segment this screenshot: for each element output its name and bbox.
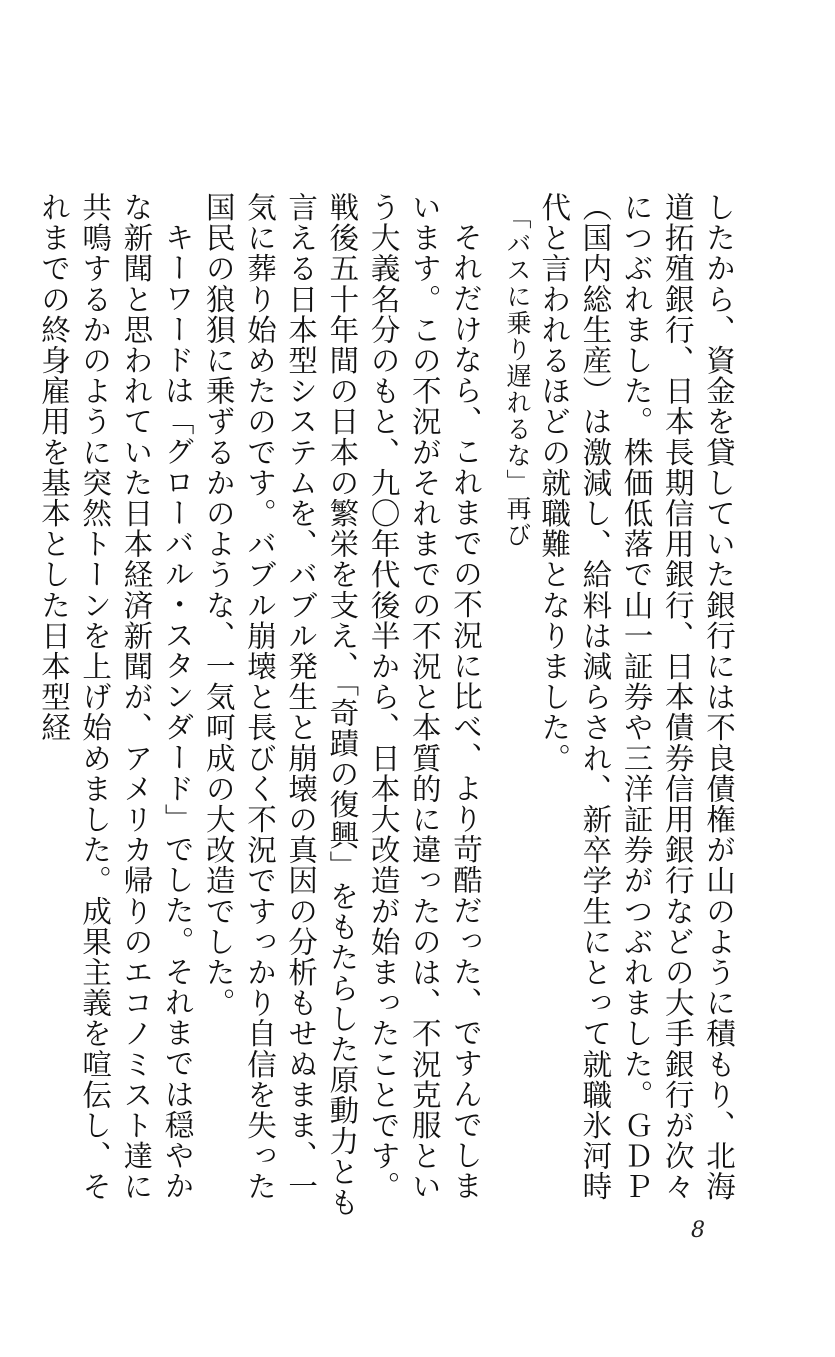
body-paragraph: キーワードは「グローバル・スタンダード」でした。それまでは穏やかな新聞と思われていた日本経済新聞が、アメリカ帰りのエコノミスト達に共鳴するかのように突然トーンを上げ始めました。成果主義を喧伝し、それまでの終身雇用を基本とした日本型経 bbox=[36, 192, 195, 1202]
body-paragraph: それだけなら、これまでの不況に比べ、より苛酷だった、ですんでしまいます。この不況がそれまでの不況と本質的に違ったのは、不況克服という大義名分のもと、九〇年代後半から、日本大改造が始まったことです。戦後五十年間の日本の繁栄を支え、「奇蹟の復興」をもたらした原動力とも言える日本型システムを、バブル発生と崩壊の真因の分析もせぬまま、一気に葬り始めたのです。バブル崩壊と長びく不況ですっかり自信を失った国民の狼狽に乗ずるかのような、一気呵成の大改造でした。 bbox=[201, 192, 483, 1218]
section-heading: 「バスに乗り遅れるな」再び bbox=[502, 204, 532, 549]
body-paragraph: したから、資金を貸していた銀行には不良債権が山のように積もり、北海道拓殖銀行、日本長期信用銀行、日本債券信用銀行などの大手銀行が次々につぶれました。株価低落で山一証券や三洋証券がつぶれました。ＧＤＰ（国内総生産）は激減し、給料は減らされ、新卒学生にとって就職氷河時代と言われるほどの就職難となりました。 bbox=[537, 192, 736, 1202]
page-number: 8 bbox=[691, 1218, 705, 1243]
vertical-text-column bbox=[33, 192, 739, 1222]
